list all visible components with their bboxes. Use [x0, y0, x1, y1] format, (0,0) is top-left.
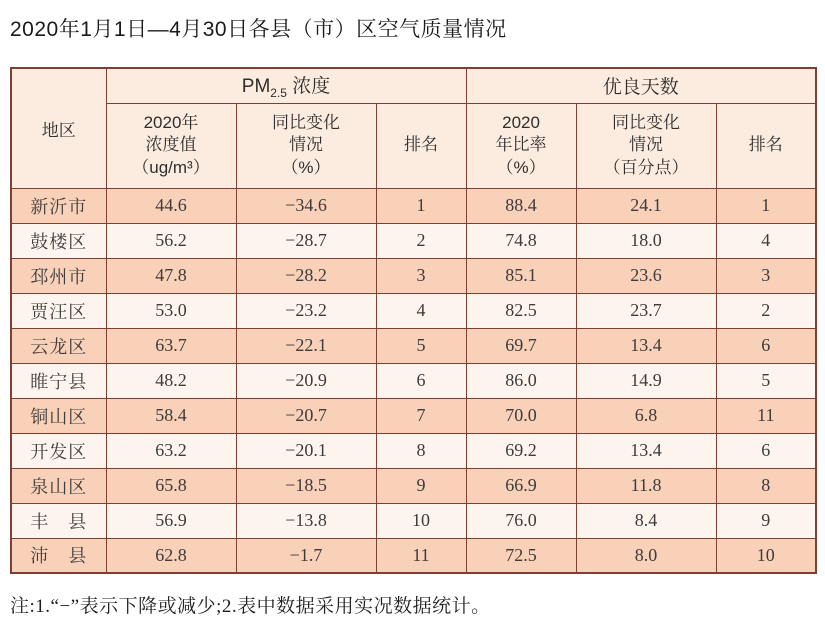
good-change-cell: 23.6: [576, 258, 716, 293]
header-region: 地区: [11, 68, 106, 188]
pm-rank-cell: 7: [376, 398, 466, 433]
table-row: [11, 258, 816, 293]
good-rate-cell: 70.0: [466, 398, 576, 433]
pm-value-cell: 53.0: [106, 293, 236, 328]
region-cell: 新沂市: [11, 188, 106, 223]
region-cell: 鼓楼区: [11, 223, 106, 258]
good-rank-cell: 6: [716, 328, 816, 363]
good-change-cell: 8.4: [576, 503, 716, 538]
pm-value-cell: 63.2: [106, 433, 236, 468]
good-rank-cell: 9: [716, 503, 816, 538]
pm-change-cell: −28.7: [236, 223, 376, 258]
pm-change-cell: −20.1: [236, 433, 376, 468]
table-row: [11, 363, 816, 398]
table-row: [11, 223, 816, 258]
region-cell: 贾汪区: [11, 293, 106, 328]
region-cell: 泉山区: [11, 468, 106, 503]
good-change-cell: 13.4: [576, 433, 716, 468]
header-pm-rank: 排名: [376, 103, 466, 188]
header-group-row: [11, 68, 816, 103]
good-rate-cell: 69.7: [466, 328, 576, 363]
table-row: [11, 188, 816, 223]
pm-value-cell: 62.8: [106, 538, 236, 573]
good-change-cell: 13.4: [576, 328, 716, 363]
pm25-subscript: 2.5: [270, 86, 287, 101]
table-header: [11, 68, 816, 188]
good-rank-cell: 1: [716, 188, 816, 223]
region-cell: 沛 县: [11, 538, 106, 573]
good-rank-cell: 5: [716, 363, 816, 398]
air-quality-table: [10, 67, 817, 574]
pm-change-cell: −22.1: [236, 328, 376, 363]
good-change-cell: 6.8: [576, 398, 716, 433]
header-pm-change: 同比变化 情况 （%）: [236, 103, 376, 188]
good-rate-cell: 86.0: [466, 363, 576, 398]
good-change-cell: 8.0: [576, 538, 716, 573]
pm-value-cell: 48.2: [106, 363, 236, 398]
pm-rank-cell: 6: [376, 363, 466, 398]
pm-value-cell: 63.7: [106, 328, 236, 363]
good-rank-cell: 10: [716, 538, 816, 573]
region-cell: 睢宁县: [11, 363, 106, 398]
good-rank-cell: 6: [716, 433, 816, 468]
pm-value-cell: 56.9: [106, 503, 236, 538]
table-row: [11, 398, 816, 433]
header-sub-row: [11, 103, 816, 188]
table-row: [11, 293, 816, 328]
pm-value-cell: 56.2: [106, 223, 236, 258]
header-pm-value: 2020年 浓度值 （ug/m³）: [106, 103, 236, 188]
pm-change-cell: −34.6: [236, 188, 376, 223]
good-rate-cell: 74.8: [466, 223, 576, 258]
pm-value-cell: 65.8: [106, 468, 236, 503]
good-rank-cell: 3: [716, 258, 816, 293]
good-rate-cell: 72.5: [466, 538, 576, 573]
good-rank-cell: 2: [716, 293, 816, 328]
region-cell: 云龙区: [11, 328, 106, 363]
pm-rank-cell: 5: [376, 328, 466, 363]
good-rate-cell: 66.9: [466, 468, 576, 503]
header-good-rank: 排名: [716, 103, 816, 188]
page-title: 2020年1月1日—4月30日各县（市）区空气质量情况: [10, 18, 507, 41]
pm-value-cell: 44.6: [106, 188, 236, 223]
pm-change-cell: −23.2: [236, 293, 376, 328]
good-change-cell: 14.9: [576, 363, 716, 398]
good-rate-cell: 88.4: [466, 188, 576, 223]
header-good-change: 同比变化 情况 （百分点）: [576, 103, 716, 188]
region-cell: 开发区: [11, 433, 106, 468]
table-row: [11, 328, 816, 363]
pm-rank-cell: 11: [376, 538, 466, 573]
pm-rank-cell: 3: [376, 258, 466, 293]
good-rate-cell: 76.0: [466, 503, 576, 538]
good-change-cell: 11.8: [576, 468, 716, 503]
region-cell: 邳州市: [11, 258, 106, 293]
good-change-cell: 18.0: [576, 223, 716, 258]
region-cell: 铜山区: [11, 398, 106, 433]
header-pm25-group: [106, 68, 466, 103]
table-row: [11, 433, 816, 468]
pm-change-cell: −13.8: [236, 503, 376, 538]
pm-change-cell: −20.9: [236, 363, 376, 398]
pm-change-cell: −18.5: [236, 468, 376, 503]
pm-rank-cell: 8: [376, 433, 466, 468]
good-rank-cell: 8: [716, 468, 816, 503]
pm-change-cell: −1.7: [236, 538, 376, 573]
good-rank-cell: 4: [716, 223, 816, 258]
pm25-suffix: 浓度: [286, 76, 331, 98]
pm-change-cell: −20.7: [236, 398, 376, 433]
pm-rank-cell: 4: [376, 293, 466, 328]
pm-rank-cell: 10: [376, 503, 466, 538]
good-rate-cell: 69.2: [466, 433, 576, 468]
pm-rank-cell: 2: [376, 223, 466, 258]
good-rank-cell: 11: [716, 398, 816, 433]
pm25-prefix: PM: [241, 76, 271, 98]
good-change-cell: 24.1: [576, 188, 716, 223]
table-row: [11, 538, 816, 573]
footnote: 注:1.“−”表示下降或减少;2.表中数据采用实况数据统计。: [10, 596, 491, 617]
region-cell: 丰 县: [11, 503, 106, 538]
table-row: [11, 468, 816, 503]
pm-rank-cell: 9: [376, 468, 466, 503]
pm-value-cell: 58.4: [106, 398, 236, 433]
pm-value-cell: 47.8: [106, 258, 236, 293]
header-good-days-group: 优良天数: [466, 68, 816, 103]
header-good-rate: 2020 年比率 （%）: [466, 103, 576, 188]
pm-rank-cell: 1: [376, 188, 466, 223]
table-row: [11, 503, 816, 538]
good-rate-cell: 82.5: [466, 293, 576, 328]
table-body: [11, 188, 816, 573]
good-change-cell: 23.7: [576, 293, 716, 328]
good-rate-cell: 85.1: [466, 258, 576, 293]
pm-change-cell: −28.2: [236, 258, 376, 293]
